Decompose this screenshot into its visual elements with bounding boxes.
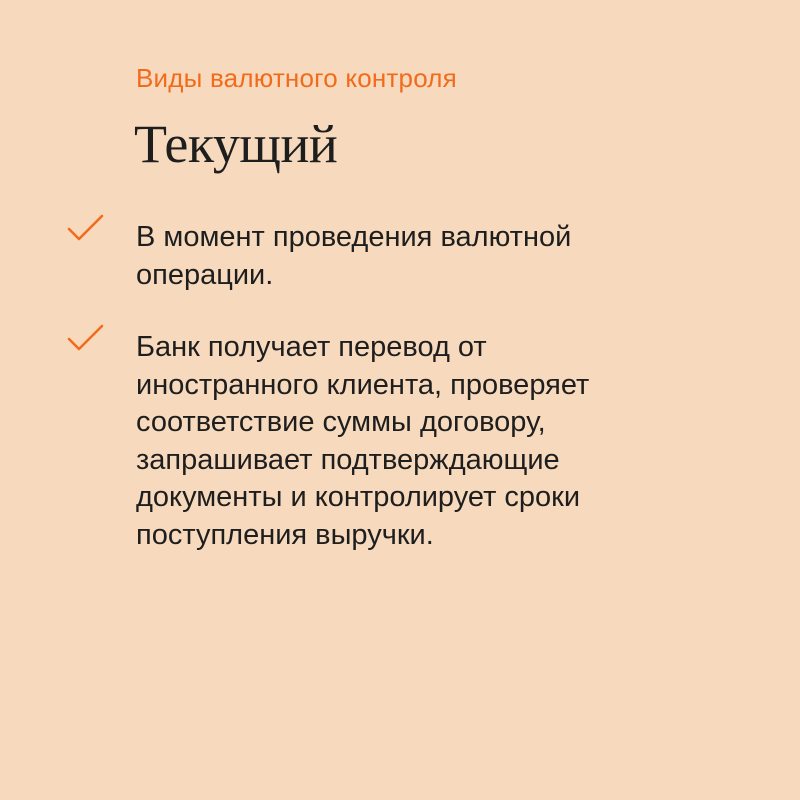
list-item-line: поступления выручки. (136, 518, 434, 551)
list-item-line: операции. (136, 258, 274, 291)
page-title: Текущий (134, 114, 338, 174)
check-icon (66, 323, 106, 355)
check-icon (66, 213, 106, 245)
list-item-line: В момент проведения валютной (136, 221, 572, 253)
list-item-line: соответствие суммы договору, (136, 406, 546, 438)
section-eyebrow: Виды валютного контроля (136, 63, 457, 93)
list-item-line: иностранного клиента, проверяет (136, 368, 590, 401)
list-item-text (136, 329, 696, 554)
list-item-text (136, 219, 696, 294)
list-item-line: документы и контролирует сроки (136, 481, 581, 513)
list-item-line: Банк получает перевод от (136, 331, 487, 363)
list-item-line: запрашивает подтверждающие (136, 443, 560, 476)
